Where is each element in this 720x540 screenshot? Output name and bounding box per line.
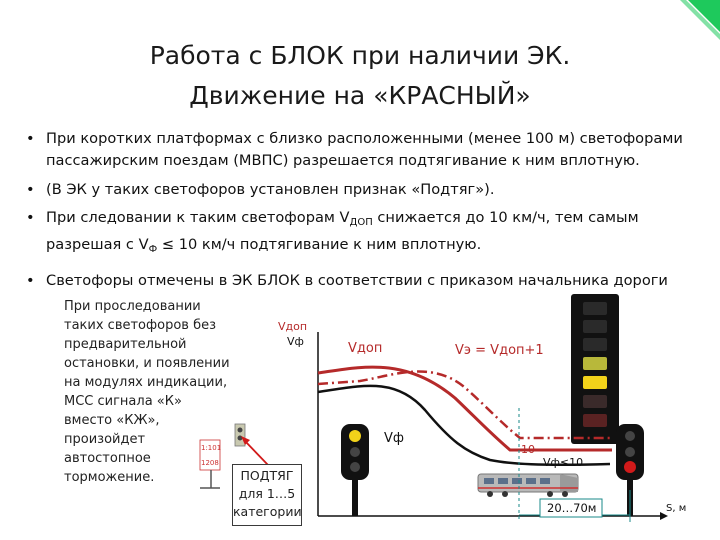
- alsn-lamp: [583, 338, 607, 351]
- alsn-lamp: [583, 414, 607, 427]
- bullet-text: (В ЭК у таких светофоров установлен признак «Подтяг»).: [46, 181, 495, 198]
- train-image: [478, 474, 578, 497]
- bullet-item: [26, 207, 706, 261]
- title-line-1: Работа с БЛОК при наличии ЭК.: [149, 41, 571, 70]
- side-note: При проследовании таких светофоров без предварительной остановки, и появлении на модулях индикации, МСС сигнала «К» вместо «КЖ», произойдет автостопное торможение.: [64, 299, 230, 485]
- label-vf10: Vф≤10: [543, 456, 584, 469]
- title-line-2: Движение на «КРАСНЫЙ»: [189, 81, 531, 110]
- axis-label-s: S, м: [666, 503, 687, 514]
- podtyag-label-box: [232, 464, 302, 526]
- speed-diagram: [0, 290, 720, 540]
- alsn-panel: [571, 294, 619, 444]
- sign-bottom-text: 1208: [201, 459, 219, 467]
- dimension-label: 20…70м: [547, 501, 597, 515]
- bullet-item: [26, 270, 706, 292]
- podtyag-arrow: [244, 440, 268, 465]
- bullet-item: [26, 128, 706, 172]
- alsn-lamp: [583, 357, 607, 370]
- bullet-list: [26, 128, 706, 292]
- alsn-lamp: [583, 395, 607, 408]
- slide-title: [0, 36, 720, 116]
- alsn-lamp: [583, 302, 607, 315]
- label-ve: Vэ = Vдоп+1: [455, 343, 544, 358]
- alsn-lamp: [583, 376, 607, 389]
- sign-top-text: 1:101: [201, 444, 222, 452]
- bullet-text: При следовании к таким светофорам V: [46, 209, 350, 226]
- label-vf: Vф: [384, 431, 405, 446]
- bullet-text: Светофоры отмечены в ЭК БЛОК в соответствии с приказом начальника дороги: [46, 272, 668, 289]
- podtyag-line-2: для 1…5: [238, 486, 296, 501]
- bullet-text: снижается до 10 км/ч, тем самым разрешая с V: [46, 209, 639, 253]
- label-vdop: Vдоп: [348, 341, 383, 356]
- label-10: 10: [521, 443, 535, 456]
- axis-label-vdop: Vдоп: [278, 320, 308, 333]
- alsn-lamp: [583, 320, 607, 333]
- subscript: ДОП: [349, 217, 373, 228]
- podtyag-marker: [235, 424, 245, 446]
- bullet-item: [26, 179, 706, 201]
- podtyag-line-3: категории: [233, 504, 302, 519]
- bullet-text: ≤ 10 км/ч подтягивание к ним вплотную.: [157, 236, 482, 253]
- podtyag-line-1: ПОДТЯГ: [240, 468, 294, 483]
- axis-label-vf: Vф: [287, 335, 304, 348]
- track-sign: [200, 440, 221, 488]
- signal-yellow: [341, 424, 369, 516]
- bullet-text: При коротких платформах с близко расположенными (менее 100 м) светофорами пассажирским поездам (МВПС) разрешается подтягивание к ним вплотную.: [46, 130, 683, 169]
- subscript: Ф: [148, 244, 158, 255]
